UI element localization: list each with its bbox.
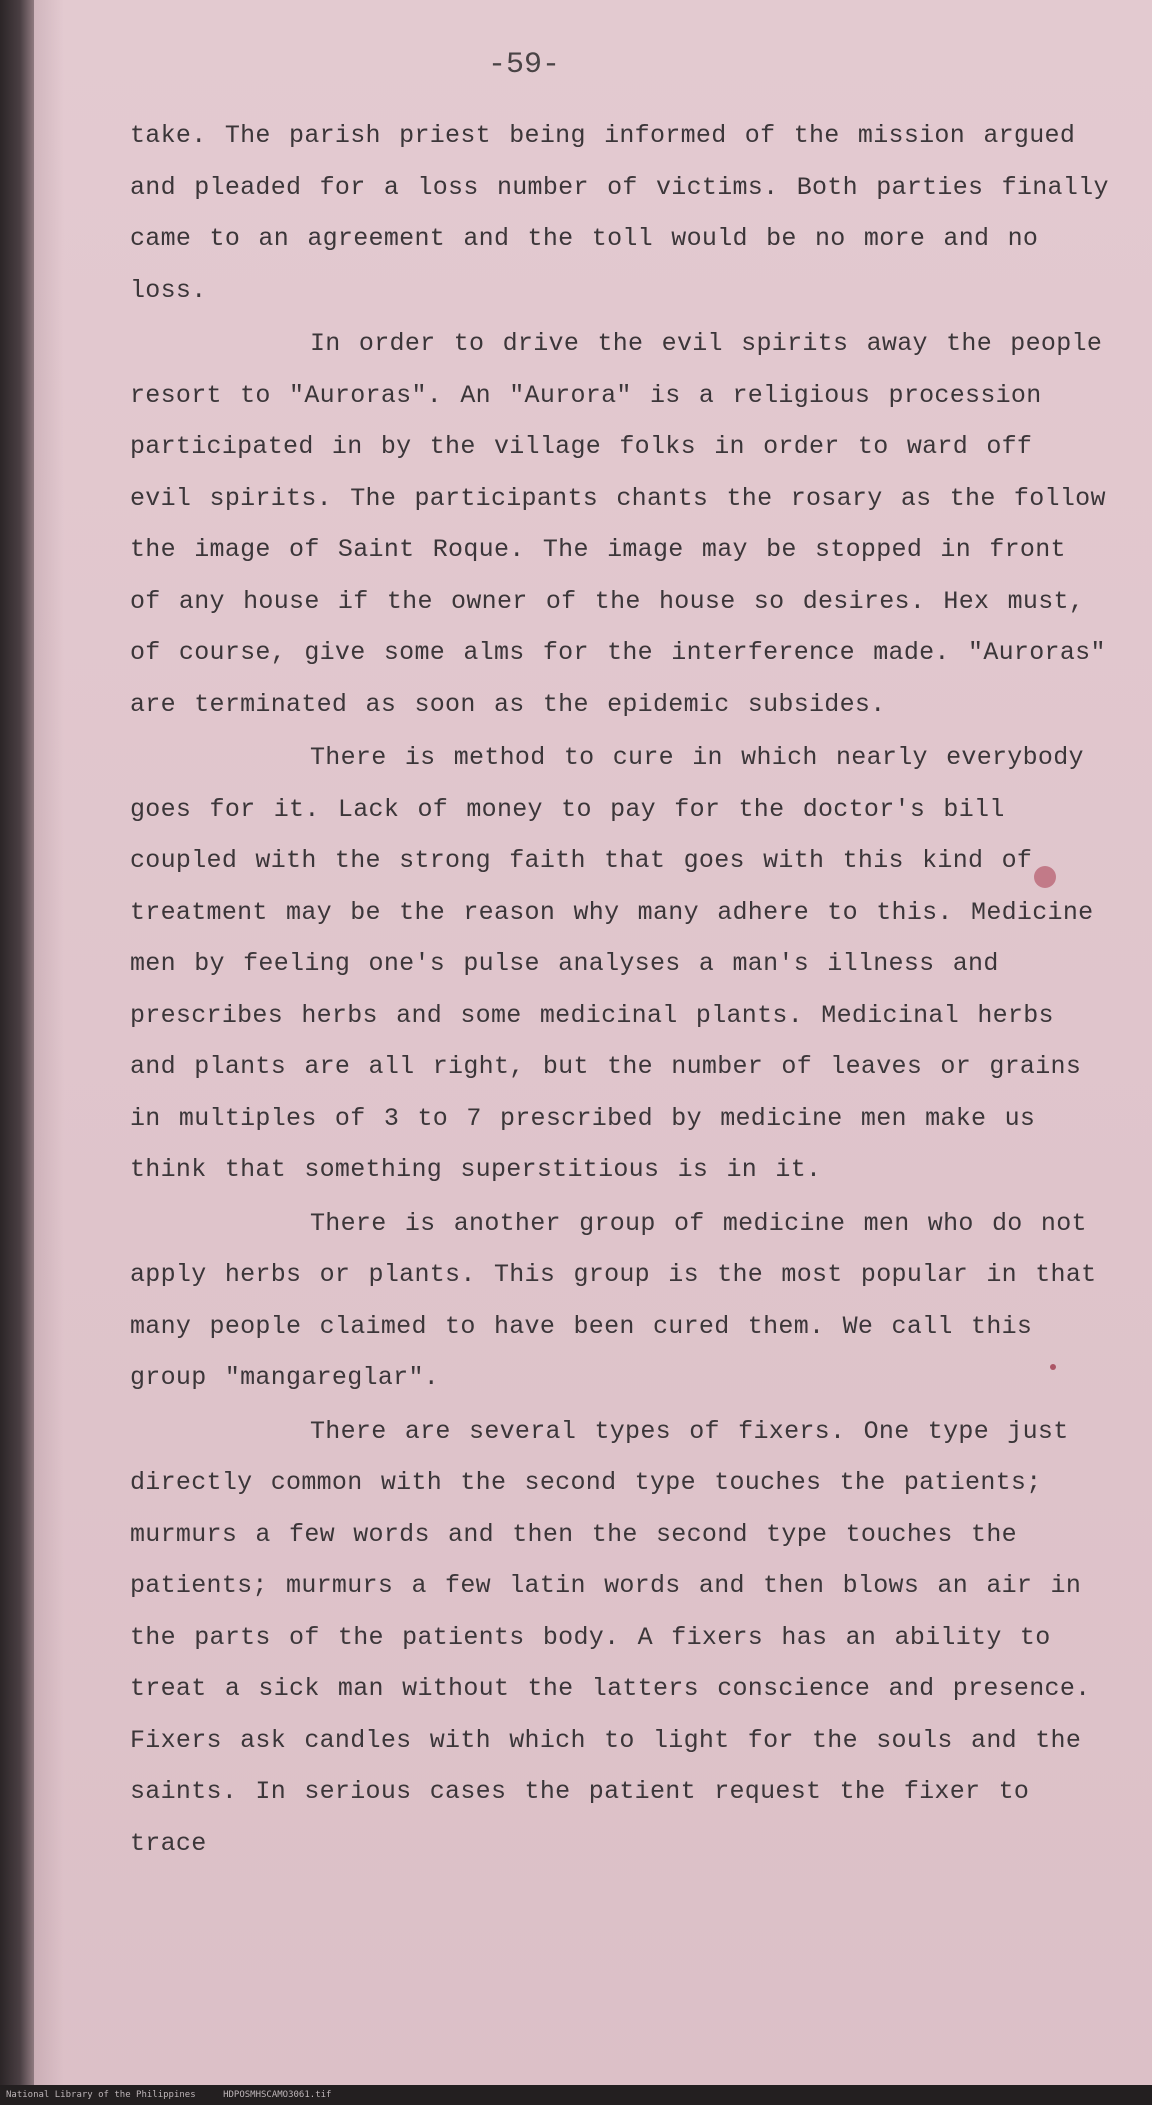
ink-dot	[1050, 1364, 1056, 1370]
document-page	[34, 0, 1152, 2085]
paragraph-4: There is another group of medicine men who do not apply herbs or plants. This group is the most popular in that many people claimed to have been cured them. We call this group "mangareglar".	[130, 1208, 1097, 1392]
footer-file: HDPOSMHSCAMO3061.tif	[223, 2090, 332, 2100]
ink-stain	[1034, 866, 1056, 888]
paragraph-5: There are several types of fixers. One type just directly common with the second type touches the patients; murmurs a few words and then the second type touches the patients; murmurs a few latin words and then blows an air in the parts of the patients body. A fixers has an ability to treat a sick man without the latters conscience and presence. Fixers ask candles with which to light for the souls and the saints. In serious cases the patient request the fixer to trace	[130, 1416, 1091, 1858]
scan-footer	[0, 2085, 1152, 2105]
footer-source: National Library of the Philippines	[6, 2090, 196, 2100]
paragraph-1: take. The parish priest being informed of the mission argued and pleaded for a loss number of victims. Both parties finally came to an agreement and the toll would be no more and no loss.	[130, 121, 1109, 305]
body-text	[130, 110, 1110, 1871]
paragraph-2: In order to drive the evil spirits away the people resort to "Auroras". An "Aurora" is a religious procession participated in by the village folks in order to ward off evil spirits. The participants chants the rosary as the follow the image of Saint Roque. The image may be stopped in front of any house if the owner of the house so desires. Hex must, of course, give some alms for the interference made. "Auroras" are terminated as soon as the epidemic subsides.	[130, 329, 1106, 719]
page-number: -59-	[487, 48, 560, 82]
paragraph-3: There is method to cure in which nearly everybody goes for it. Lack of money to pay for the doctor's bill coupled with the strong faith that goes with this kind of treatment may be the reason why many adhere to this. Medicine men by feeling one's pulse analyses a man's illness and prescribes herbs and some medicinal plants. Medicinal herbs and plants are all right, but the number of leaves or grains in multiples of 3 to 7 prescribed by medicine men make us think that something superstitious is in it.	[130, 743, 1094, 1184]
binding-edge	[0, 0, 34, 2085]
